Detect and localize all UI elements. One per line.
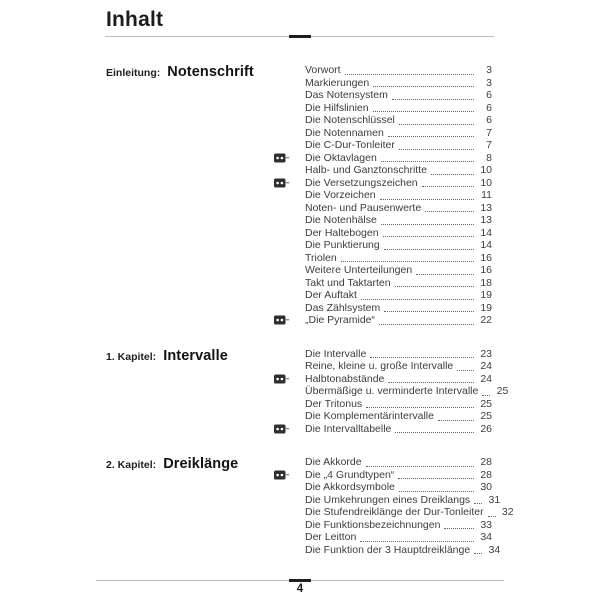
dot-leader bbox=[373, 111, 474, 112]
toc-entry-title: Halb- und Ganztonschritte bbox=[305, 164, 427, 176]
toc-entry bbox=[274, 102, 492, 115]
section-heading bbox=[106, 456, 274, 472]
footer-rule-accent bbox=[289, 579, 311, 582]
table-of-contents bbox=[106, 64, 514, 556]
toc-entries bbox=[274, 456, 514, 556]
toc-entry bbox=[274, 152, 492, 165]
toc-entry-page: 8 bbox=[486, 151, 492, 164]
dot-leader bbox=[416, 274, 474, 275]
toc-entry-title: Die Stufendreiklänge der Dur-Tonleiter bbox=[305, 506, 484, 518]
toc-entry-title: Die Notenschlüssel bbox=[305, 114, 395, 126]
toc-entry-title: Die Akkorde bbox=[305, 456, 362, 468]
toc-entry bbox=[274, 127, 492, 140]
icon-slot bbox=[274, 178, 290, 188]
toc-entry-page: 16 bbox=[480, 264, 492, 276]
toc-entry-page: 14 bbox=[480, 226, 492, 239]
toc-section bbox=[106, 64, 492, 327]
section-label: Einleitung: bbox=[106, 67, 161, 79]
toc-entry-page: 6 bbox=[486, 89, 492, 101]
dot-leader bbox=[360, 541, 474, 542]
toc-entry-title: Reine, kleine u. große Intervalle bbox=[305, 360, 454, 372]
toc-entry-title: Der Tritonus bbox=[305, 397, 363, 410]
toc-entry-page: 6 bbox=[486, 101, 492, 114]
toc-entry bbox=[274, 302, 492, 315]
toc-entry bbox=[274, 277, 492, 290]
toc-entry-title: Die Komplementärintervalle bbox=[305, 410, 434, 422]
toc-entries bbox=[274, 347, 509, 436]
dot-leader bbox=[366, 466, 474, 467]
dot-leader bbox=[444, 528, 474, 529]
cassette-icon bbox=[274, 374, 290, 384]
toc-entry-title: Die Umkehrungen eines Dreiklangs bbox=[305, 493, 471, 506]
dot-leader bbox=[399, 149, 474, 150]
dot-leader bbox=[366, 407, 474, 408]
toc-entry bbox=[274, 519, 492, 532]
toc-entry-page: 24 bbox=[480, 360, 492, 372]
dot-leader bbox=[388, 136, 474, 137]
toc-entry-title: Die Funktionsbezeichnungen bbox=[305, 518, 441, 531]
toc-entry-title: Die Akkordsymbole bbox=[305, 481, 395, 493]
toc-entry bbox=[274, 202, 492, 215]
toc-entry bbox=[274, 531, 492, 544]
toc-entry bbox=[274, 493, 501, 507]
dot-leader bbox=[482, 395, 490, 396]
toc-entry bbox=[274, 227, 492, 240]
dot-leader bbox=[425, 211, 474, 212]
page-title: Inhalt bbox=[106, 8, 164, 31]
dot-leader bbox=[431, 174, 474, 175]
icon-slot bbox=[274, 470, 290, 480]
toc-entry bbox=[274, 139, 492, 152]
toc-entry-title: Die Intervalltabelle bbox=[305, 422, 392, 435]
toc-entry-title: Die Notennamen bbox=[305, 126, 384, 139]
cassette-icon bbox=[274, 315, 290, 325]
toc-entry-page: 23 bbox=[480, 347, 492, 360]
icon-slot bbox=[274, 315, 290, 325]
toc-entry bbox=[274, 289, 492, 302]
toc-entry-page: 7 bbox=[486, 126, 492, 139]
toc-entry bbox=[274, 348, 492, 361]
cassette-icon bbox=[274, 153, 290, 163]
dot-leader bbox=[383, 236, 474, 237]
toc-entry-page: 25 bbox=[496, 385, 509, 397]
toc-entry bbox=[274, 410, 492, 423]
dot-leader bbox=[422, 186, 474, 187]
toc-entry-page: 32 bbox=[501, 506, 514, 518]
toc-entry-title: Noten- und Pausenwerte bbox=[305, 201, 422, 214]
dot-leader bbox=[381, 224, 474, 225]
toc-entry-page: 19 bbox=[480, 289, 492, 301]
toc-entry bbox=[274, 385, 509, 398]
toc-entry-page: 28 bbox=[480, 468, 492, 481]
toc-entry-page: 10 bbox=[480, 176, 492, 189]
dot-leader bbox=[345, 74, 474, 75]
toc-entry-title: Die Punktierung bbox=[305, 239, 380, 251]
toc-entry-title: Das Zählsystem bbox=[305, 301, 381, 314]
section-label: 2. Kapitel: bbox=[106, 459, 157, 471]
toc-entry-title: Die Vorzeichen bbox=[305, 189, 376, 201]
toc-entry-title: Der Haltebogen bbox=[305, 226, 379, 239]
toc-entry-page: 16 bbox=[480, 251, 492, 264]
toc-entry-title: Halbtonabstände bbox=[305, 372, 385, 385]
section-heading bbox=[106, 64, 274, 80]
toc-entry bbox=[274, 189, 492, 202]
toc-entry bbox=[274, 77, 492, 90]
toc-entry-page: 7 bbox=[486, 139, 492, 151]
dot-leader bbox=[488, 516, 496, 517]
toc-entry bbox=[274, 481, 492, 494]
toc-entry-title: Markierungen bbox=[305, 76, 370, 89]
toc-entry-page: 34 bbox=[488, 543, 501, 556]
toc-entry bbox=[274, 114, 492, 127]
toc-entry-page: 25 bbox=[480, 410, 492, 422]
dot-leader bbox=[398, 478, 474, 479]
toc-entry-title: Der Auftakt bbox=[305, 289, 357, 301]
toc-entry-title: Takt und Taktarten bbox=[305, 276, 391, 289]
toc-entry-page: 33 bbox=[480, 518, 492, 531]
title-rule bbox=[105, 36, 494, 37]
footer-rule bbox=[96, 580, 504, 581]
dot-leader bbox=[399, 491, 474, 492]
toc-entry bbox=[274, 164, 492, 177]
toc-entry-page: 26 bbox=[480, 422, 492, 435]
dot-leader bbox=[395, 432, 474, 433]
dot-leader bbox=[399, 124, 474, 125]
toc-entry-page: 11 bbox=[481, 189, 492, 201]
dot-leader bbox=[373, 86, 474, 87]
toc-entry-page: 3 bbox=[486, 64, 492, 76]
toc-section bbox=[106, 347, 509, 436]
icon-slot bbox=[274, 374, 290, 384]
toc-entry-page: 18 bbox=[480, 276, 492, 289]
toc-entry bbox=[274, 398, 492, 411]
toc-section bbox=[106, 456, 514, 556]
toc-entry-title: Vorwort bbox=[305, 64, 341, 76]
toc-entry-title: Triolen bbox=[305, 251, 337, 264]
dot-leader bbox=[380, 199, 474, 200]
cassette-icon bbox=[274, 178, 290, 188]
toc-entry bbox=[274, 252, 492, 265]
toc-entry-title: Die Oktavlagen bbox=[305, 151, 377, 164]
toc-entry bbox=[274, 360, 492, 373]
dot-leader bbox=[381, 161, 474, 162]
toc-entry-page: 28 bbox=[480, 456, 492, 468]
toc-entry bbox=[274, 239, 492, 252]
dot-leader bbox=[474, 503, 482, 504]
toc-entry bbox=[274, 423, 492, 436]
section-label: 1. Kapitel: bbox=[106, 350, 157, 363]
toc-entry-page: 13 bbox=[480, 214, 492, 226]
toc-entry-page: 24 bbox=[480, 372, 492, 385]
toc-entry bbox=[274, 314, 492, 327]
dot-leader bbox=[384, 311, 474, 312]
toc-entry-page: 6 bbox=[486, 114, 492, 126]
toc-entry-title: Die „4 Grundtypen“ bbox=[305, 468, 395, 481]
toc-entry bbox=[274, 177, 492, 190]
toc-entry-title: Die Funktion der 3 Hauptdreiklänge bbox=[305, 543, 471, 556]
section-name: Intervalle bbox=[163, 347, 228, 364]
dot-leader bbox=[457, 370, 474, 371]
toc-entry bbox=[274, 264, 492, 277]
dot-leader bbox=[395, 286, 474, 287]
toc-entry-page: 10 bbox=[480, 164, 492, 176]
cassette-icon bbox=[274, 470, 290, 480]
toc-entry-page: 22 bbox=[480, 314, 492, 326]
toc-entry-page: 19 bbox=[480, 301, 492, 314]
dot-leader bbox=[392, 99, 474, 100]
dot-leader bbox=[438, 420, 474, 421]
icon-slot bbox=[274, 424, 290, 434]
toc-entry-page: 30 bbox=[480, 481, 492, 493]
icon-slot bbox=[274, 153, 290, 163]
toc-entry-title: Die Hilfslinien bbox=[305, 101, 369, 114]
title-rule-accent bbox=[289, 35, 311, 38]
toc-entries bbox=[274, 64, 492, 327]
toc-entry-page: 34 bbox=[480, 531, 492, 543]
dot-leader bbox=[379, 324, 474, 325]
dot-leader bbox=[388, 382, 474, 383]
toc-entry bbox=[274, 373, 492, 386]
section-name: Notenschrift bbox=[167, 64, 254, 80]
toc-entry-title: Die Notenhälse bbox=[305, 214, 377, 226]
toc-entry-page: 25 bbox=[480, 397, 492, 410]
toc-entry bbox=[274, 89, 492, 102]
toc-entry-page: 13 bbox=[480, 201, 492, 214]
toc-entry bbox=[274, 543, 501, 557]
toc-entry bbox=[274, 456, 492, 469]
cassette-icon bbox=[274, 424, 290, 434]
section-name: Dreiklänge bbox=[163, 456, 239, 472]
toc-entry bbox=[274, 506, 514, 519]
section-heading bbox=[106, 348, 274, 364]
toc-entry bbox=[274, 469, 492, 482]
toc-entry-title: Das Notensystem bbox=[305, 89, 388, 101]
folio-page-number: 4 bbox=[296, 583, 304, 595]
toc-entry-title: Die Intervalle bbox=[305, 347, 367, 360]
dot-leader bbox=[341, 261, 474, 262]
toc-entry-title: „Die Pyramide“ bbox=[305, 314, 376, 326]
toc-entry-page: 31 bbox=[488, 493, 501, 506]
dot-leader bbox=[474, 553, 482, 554]
toc-entry-title: Weitere Unterteilungen bbox=[305, 264, 413, 276]
toc-entry bbox=[274, 64, 492, 77]
dot-leader bbox=[361, 299, 474, 300]
toc-entry-title: Übermäßige u. verminderte Intervalle bbox=[305, 385, 479, 397]
toc-entry-title: Die Versetzungszeichen bbox=[305, 176, 418, 189]
toc-entry-page: 3 bbox=[486, 76, 492, 89]
toc-entry-title: Die C-Dur-Tonleiter bbox=[305, 139, 395, 151]
toc-entry-title: Der Leitton bbox=[305, 531, 357, 543]
dot-leader bbox=[384, 249, 474, 250]
toc-entry bbox=[274, 214, 492, 227]
toc-entry-page: 14 bbox=[480, 239, 492, 251]
dot-leader bbox=[370, 357, 474, 358]
